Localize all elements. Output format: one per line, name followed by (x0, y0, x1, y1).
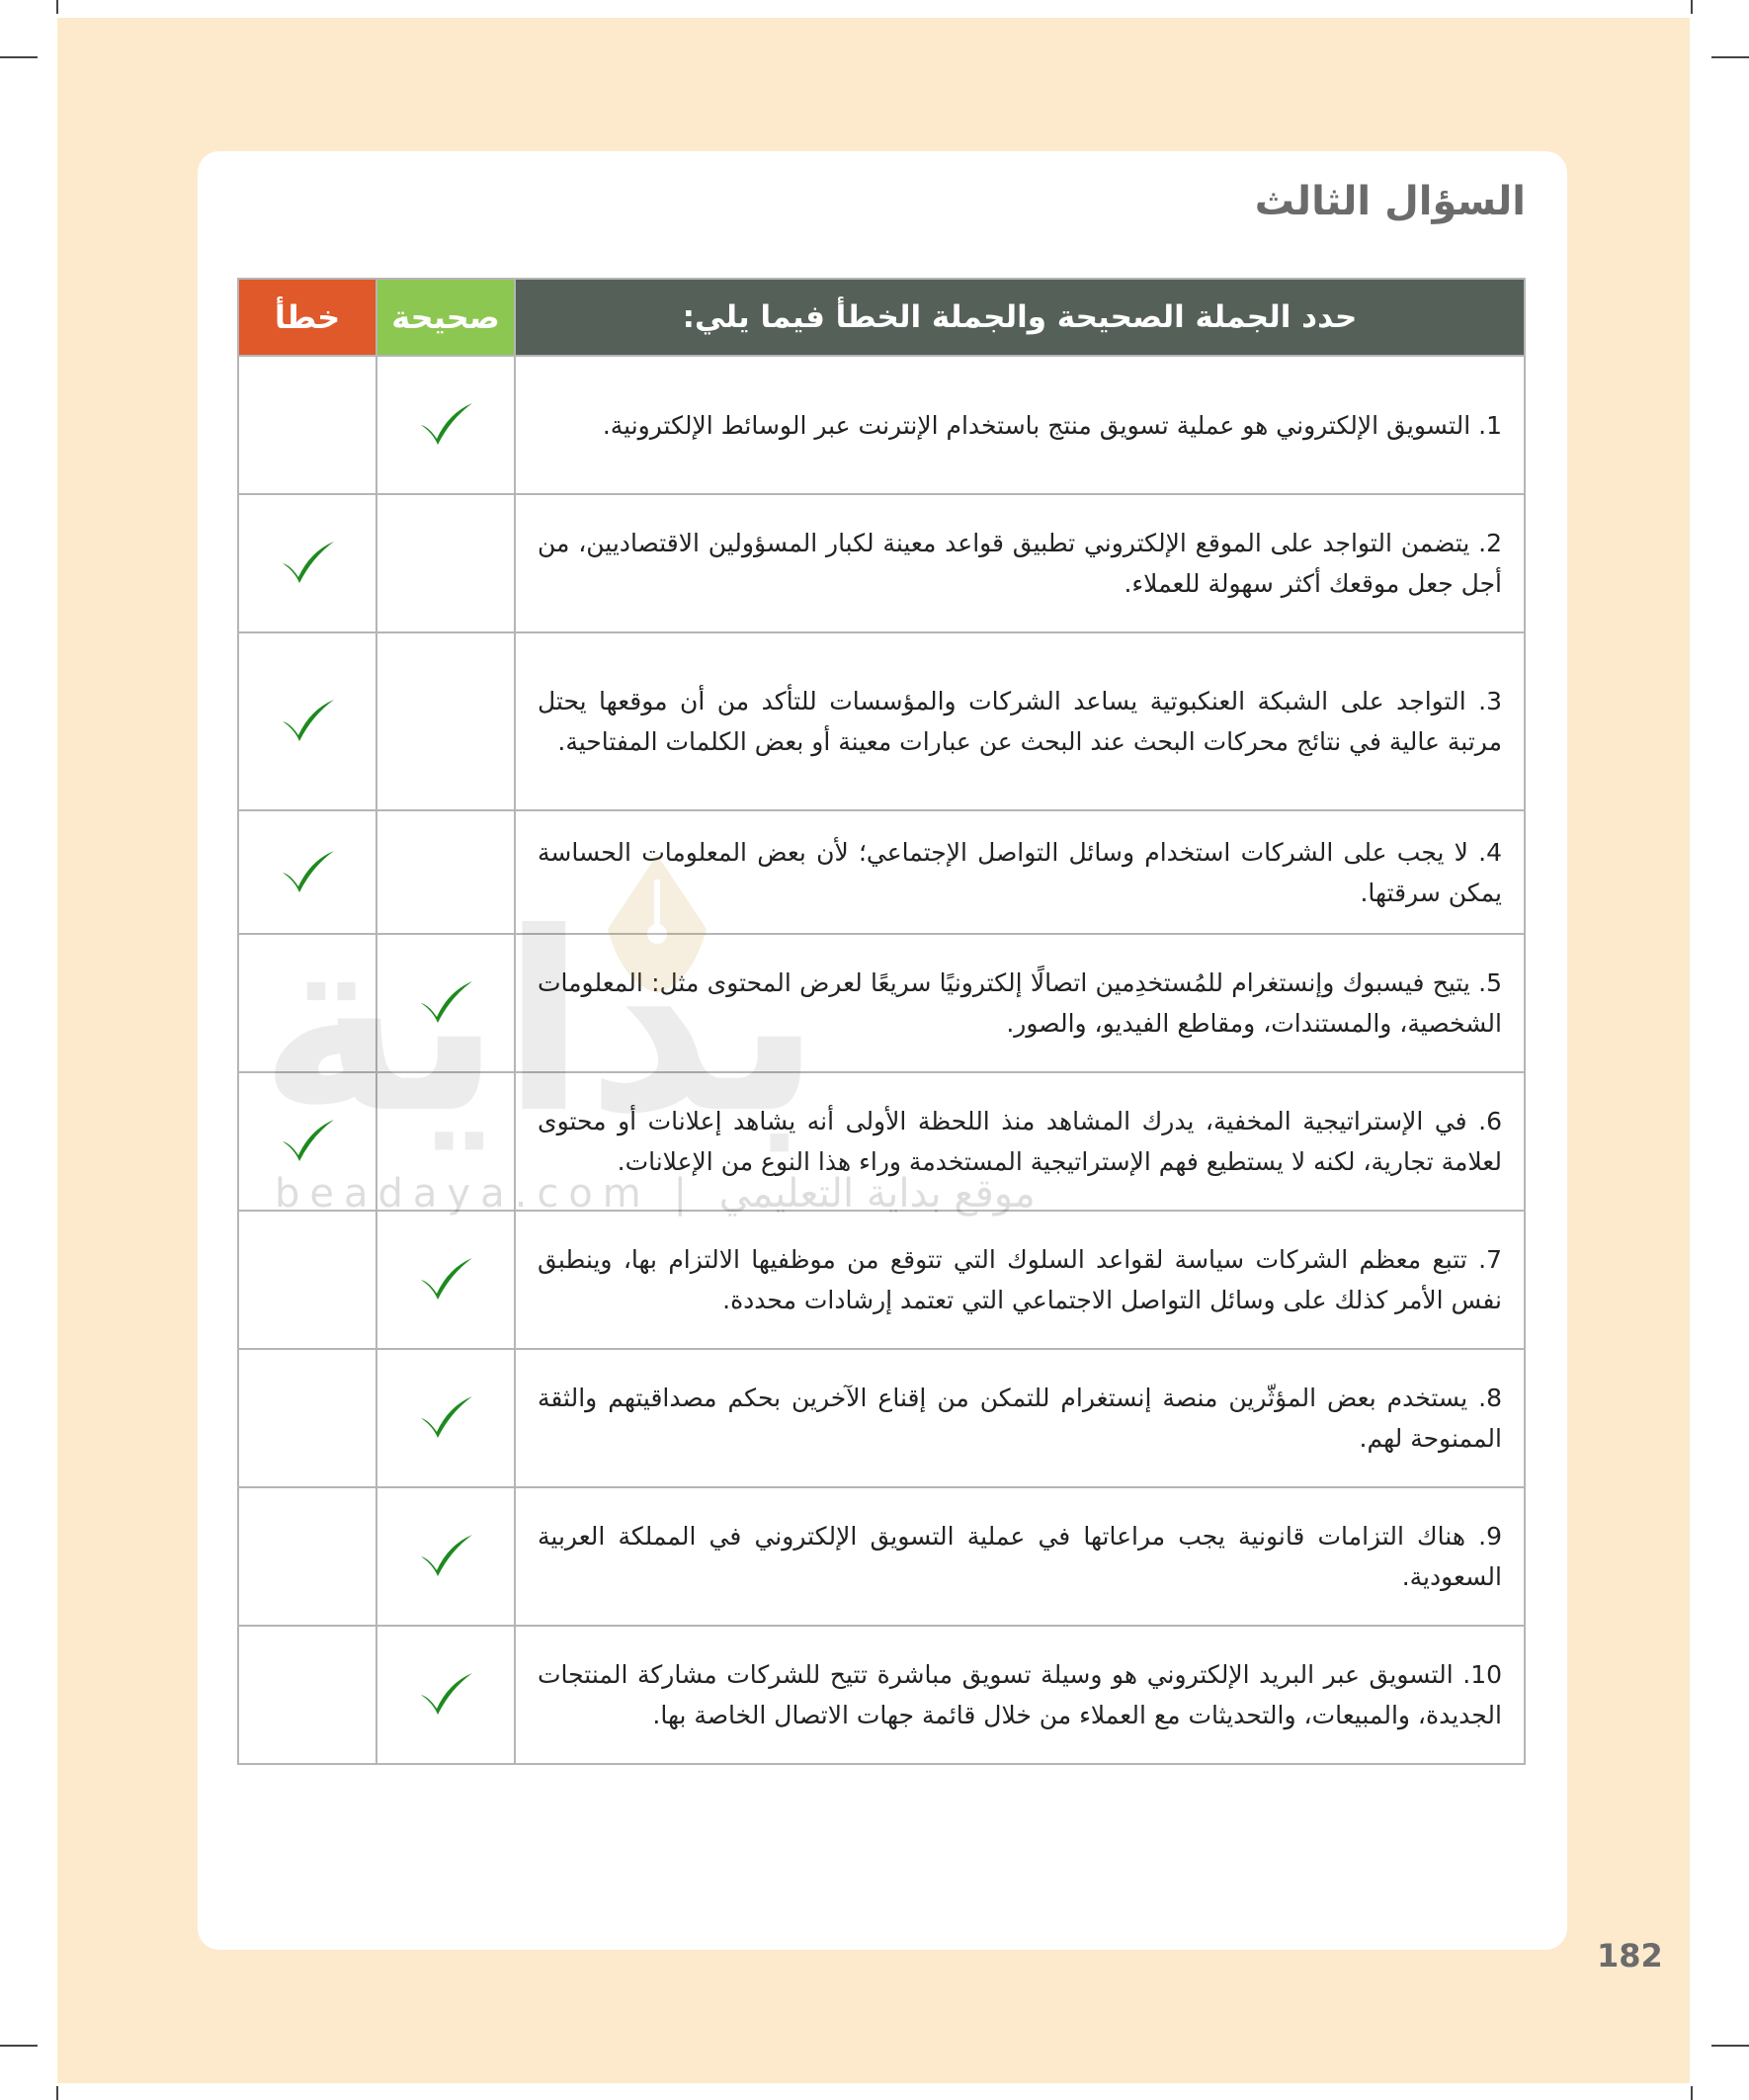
statement-text: 8. يستخدم بعض المؤثّرين منصة إنستغرام للتمكن من إقناع الآخرين بحكم مصداقيتهم والثقة الممنوحة لهم. (515, 1349, 1525, 1487)
crop-mark (56, 0, 58, 14)
statement-text: 2. يتضمن التواجد على الموقع الإلكتروني تطبيق قواعد معينة لكبار المسؤولين الاقتصاديين، من أجل جعل موقعك أكثر سهولة للعملاء. (515, 494, 1525, 632)
wrong-cell (238, 1349, 376, 1487)
wrong-cell (238, 1487, 376, 1626)
wrong-cell (238, 1626, 376, 1764)
wrong-cell (238, 1211, 376, 1349)
statement-text: 9. هناك التزامات قانونية يجب مراعاتها في عملية التسويق الإلكتروني في المملكة العربية السعودية. (515, 1487, 1525, 1626)
correct-cell (376, 1626, 515, 1764)
wrong-cell (238, 632, 376, 810)
table-row (238, 1626, 1525, 1764)
statement-column-header: حدد الجملة الصحيحة والجملة الخطأ فيما يلي: (515, 279, 1525, 356)
watermark-brand: بداية (259, 880, 822, 1167)
pen-nib-logo-icon (593, 850, 721, 998)
table-row (238, 356, 1525, 494)
table-header-row (238, 279, 1525, 356)
statement-text: 1. التسويق الإلكتروني هو عملية تسويق منتج باستخدام الإنترنت عبر الوسائط الإلكترونية. (515, 356, 1525, 494)
check-mark-icon (417, 1669, 474, 1717)
statement-text: 4. لا يجب على الشركات استخدام وسائل التواصل الإجتماعي؛ لأن بعض المعلومات الحساسة يمكن سرقتها. (515, 810, 1525, 934)
statement-text: 6. في الإستراتيجية المخفية، يدرك المشاهد منذ اللحظة الأولى أنه يشاهد إعلانات أو محتوى لعلامة تجارية، لكنه لا يستطيع فهم الإستراتيجية المستخدمة وراء هذا النوع من الإعلانات. (515, 1072, 1525, 1211)
crop-mark (1691, 2086, 1693, 2100)
check-mark-icon (279, 696, 336, 743)
wrong-column-header: خطأ (238, 279, 376, 356)
wrong-cell (238, 494, 376, 632)
check-mark-icon (417, 1392, 474, 1440)
table-row (238, 632, 1525, 810)
table-row (238, 1487, 1525, 1626)
statement-text: 3. التواجد على الشبكة العنكبوتية يساعد الشركات والمؤسسات للتأكد من أن موقعها يحتل مرتبة عالية في نتائج محركات البحث عند البحث عن عبارات معينة أو بعض الكلمات المفتاحية. (515, 632, 1525, 810)
table-row (238, 1349, 1525, 1487)
statement-text: 10. التسويق عبر البريد الإلكتروني هو وسيلة تسويق مباشرة تتيح للشركات مشاركة المنتجات الجديدة، والمبيعات، والتحديثات مع العملاء من خلال قائمة جهات الاتصال الخاصة بها. (515, 1626, 1525, 1764)
crop-mark (56, 2086, 58, 2100)
statement-text: 5. يتيح فيسبوك وإنستغرام للمُستخدِمين اتصالًا إلكترونيًا سريعًا لعرض المحتوى مثل: المعلومات الشخصية، والمستندات، ومقاطع الفيديو، والصور. (515, 934, 1525, 1072)
page-number: 182 (1597, 1937, 1663, 1974)
crop-mark (1711, 56, 1749, 58)
check-mark-icon (279, 538, 336, 585)
crop-mark (0, 2045, 38, 2047)
correct-cell (376, 1211, 515, 1349)
correct-cell (376, 1349, 515, 1487)
crop-mark (0, 56, 38, 58)
crop-mark (1691, 0, 1693, 14)
check-mark-icon (417, 1254, 474, 1302)
statement-text: 7. تتبع معظم الشركات سياسة لقواعد السلوك التي تتوقع من موظفيها الالتزام بها، وينطبق نفس الأمر كذلك على وسائل التواصل الاجتماعي التي تعتمد إرشادات محددة. (515, 1211, 1525, 1349)
check-mark-icon (417, 399, 474, 447)
correct-cell (376, 494, 515, 632)
correct-cell (376, 1487, 515, 1626)
correct-cell (376, 632, 515, 810)
check-mark-icon (417, 1531, 474, 1578)
correct-cell (376, 356, 515, 494)
correct-column-header: صحيحة (376, 279, 515, 356)
wrong-cell (238, 356, 376, 494)
table-row (238, 1211, 1525, 1349)
table-row (238, 494, 1525, 632)
crop-mark (1711, 2045, 1749, 2047)
question-title: السؤال الثالث (1254, 179, 1526, 224)
watermark-site: beadaya.com | موقع بداية التعليمي (275, 1171, 1036, 1217)
